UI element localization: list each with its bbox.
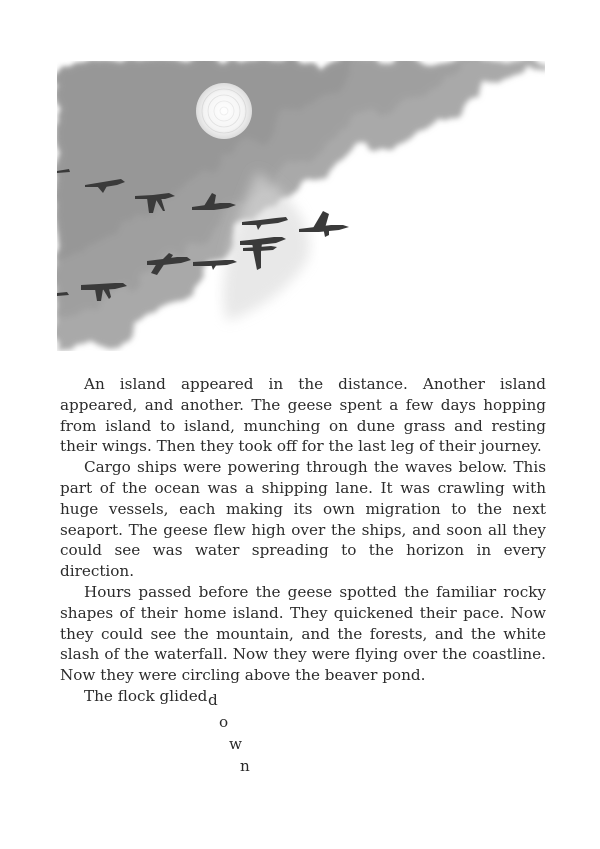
geese-flock-illustration <box>57 61 545 351</box>
descent-letter: o <box>219 713 229 731</box>
sky-wash <box>57 61 545 351</box>
paragraph: Cargo ships were powering through the waves below. This part of the ocean was a shipping lane. It was crawling with huge vessels, each making its own migration to the next seaport. The geese flew high over the ships, and soon all they could see was water spreading to the horizon in every direction. <box>60 458 546 581</box>
paragraph: The flock glided <box>84 686 208 705</box>
descent-letter: w <box>229 735 242 753</box>
paragraph: Hours passed before the geese spotted the familiar rocky shapes of their home island. They quickened their pace. Now they could see the mountain, and the forests, and the white slash of the waterfall. Now they were flying over the coastline. Now they were circling above the beaver pond. <box>60 582 546 685</box>
moon-icon <box>196 83 252 139</box>
story-text <box>60 374 546 707</box>
descent-letter: n <box>240 757 250 775</box>
descent-letter: d <box>208 691 218 709</box>
paragraph: An island appeared in the distance. Another island appeared, and another. The geese spent a few days hopping from island to island, munching on dune grass and resting their wings. Then they took off for the last leg of their journey. <box>60 375 546 456</box>
